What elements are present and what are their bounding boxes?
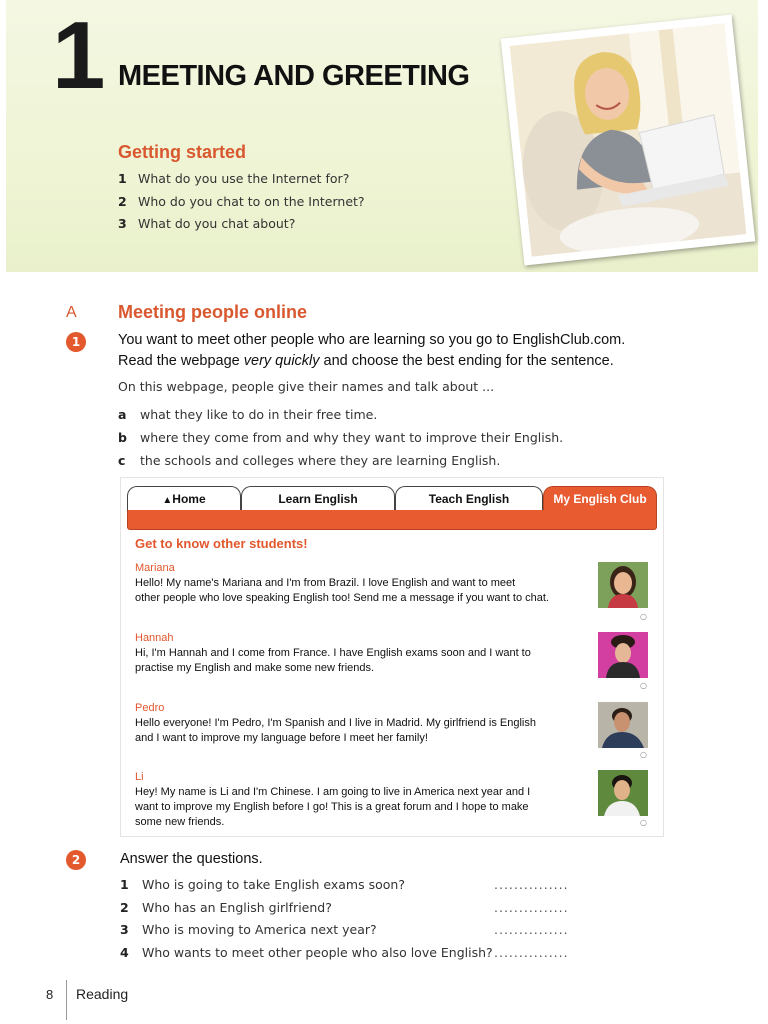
home-icon: ▲ [162, 495, 173, 506]
tab-home[interactable] [127, 486, 241, 510]
option-item[interactable] [118, 426, 563, 449]
status-icon: ○ [640, 681, 647, 690]
question-text: Who wants to meet other people who also love English? [142, 944, 493, 960]
section-letter: A [66, 304, 77, 321]
option-text: what they like to do in their free time. [140, 407, 378, 422]
option-text: the schools and colleges where they are learning English. [140, 453, 501, 468]
post-message [135, 716, 585, 746]
post-author[interactable]: Li [135, 771, 144, 783]
question-item [120, 874, 570, 897]
forum-post [135, 632, 585, 676]
exercise-1-lead: On this webpage, people give their names and talk about ... [118, 379, 495, 394]
tab-label: Learn English [278, 492, 358, 506]
post-line: Hello! My name's Mariana and I'm from Brazil. I love English and want to meet [135, 577, 516, 589]
answer-blank[interactable]: ............... [494, 877, 569, 892]
answer-blank[interactable]: ............... [494, 944, 569, 960]
item-number: 2 [118, 193, 127, 209]
exercise-2-badge: 2 [66, 850, 86, 870]
post-line: some new friends. [135, 816, 225, 828]
question-number: 3 [120, 922, 129, 937]
tab-label: Teach English [428, 492, 510, 506]
post-message [135, 785, 585, 830]
question-text: Who is going to take English exams soon? [142, 877, 405, 892]
post-line: other people who love speaking English too! Send me a message if you want to chat. [135, 592, 549, 604]
post-author[interactable]: Mariana [135, 562, 175, 574]
post-line: Hey! My name is Li and I'm Chinese. I am going to live in America next year and I [135, 786, 531, 798]
status-icon: ○ [640, 818, 647, 827]
post-line: practise my English and make some new friends. [135, 662, 375, 674]
mariana-avatar [598, 562, 648, 608]
forum-post [135, 702, 585, 746]
option-letter: c [118, 453, 126, 468]
question-number: 2 [120, 899, 129, 915]
item-number: 1 [118, 171, 127, 186]
item-text: What do you use the Internet for? [138, 171, 350, 186]
option-letter: b [118, 430, 127, 445]
post-author[interactable]: Hannah [135, 632, 174, 644]
list-item [118, 168, 365, 191]
avatar[interactable] [598, 562, 648, 608]
getting-started-list [118, 168, 365, 236]
tab-my-english-club[interactable] [543, 486, 657, 510]
avatar[interactable] [598, 632, 648, 678]
option-item[interactable] [118, 449, 563, 472]
status-icon: ○ [640, 750, 647, 759]
item-text: What do you chat about? [138, 216, 296, 231]
item-number: 3 [118, 216, 127, 231]
status-icon: ○ [640, 612, 647, 621]
question-item [120, 919, 570, 942]
woman-laptop-photo [501, 14, 756, 265]
instruction-line: You want to meet other people who are learning so you go to EnglishClub.com. [118, 332, 626, 348]
englishclub-webpage [120, 477, 664, 837]
post-line: and I want to improve my language before I meet her family! [135, 732, 428, 744]
exercise-1-badge: 1 [66, 332, 86, 352]
exercise-2-lead: Answer the questions. [120, 851, 263, 867]
section-title: Meeting people online [118, 302, 308, 322]
list-item [118, 213, 365, 236]
site-nav [127, 486, 657, 530]
pedro-avatar [598, 702, 648, 748]
post-line: Hi, I'm Hannah and I come from France. I have English exams soon and I want to [135, 647, 531, 659]
hannah-avatar [598, 632, 648, 678]
question-number: 4 [120, 944, 129, 960]
tab-teach-english[interactable] [395, 486, 543, 510]
question-item [120, 942, 570, 965]
instruction-text: and choose the best ending for the sentence. [319, 353, 614, 369]
site-heading: Get to know other students! [135, 536, 308, 551]
option-text: where they come from and why they want to improve their English. [140, 430, 564, 445]
tab-learn-english[interactable] [241, 486, 395, 510]
exercise-1-instruction [118, 330, 688, 372]
footer-divider [66, 980, 67, 1020]
avatar[interactable] [598, 702, 648, 748]
answer-blank[interactable]: ............... [494, 899, 569, 915]
item-text: Who do you chat to on the Internet? [138, 193, 365, 209]
question-item [120, 897, 570, 920]
page-number: 8 [46, 987, 54, 1002]
instruction-line [118, 351, 688, 372]
avatar[interactable] [598, 770, 648, 816]
post-message [135, 646, 585, 676]
li-avatar [598, 770, 648, 816]
woman-laptop-illustration [510, 23, 747, 256]
option-letter: a [118, 407, 127, 422]
list-item [118, 191, 365, 214]
tab-label: My English Club [553, 492, 647, 506]
tab-label: Home [172, 492, 206, 506]
unit-number: 1 [52, 2, 102, 109]
footer-section-label: Reading [76, 986, 129, 1002]
nav-bar [127, 510, 657, 530]
forum-post [135, 562, 585, 606]
unit-title: MEETING AND GREETING [118, 60, 470, 92]
exercise-1-options [118, 403, 563, 472]
post-line: want to improve my English before I go! This is a great forum and I hope to make [135, 801, 529, 813]
exercise-2-questions [120, 874, 570, 964]
answer-blank[interactable]: ............... [494, 922, 569, 937]
instruction-text: Read the webpage [118, 353, 244, 369]
post-author[interactable]: Pedro [135, 702, 165, 714]
getting-started-heading: Getting started [118, 142, 247, 162]
question-number: 1 [120, 877, 129, 892]
post-line: Hello everyone! I'm Pedro, I'm Spanish and I live in Madrid. My girlfriend is English [135, 717, 536, 729]
question-text: Who is moving to America next year? [142, 922, 377, 937]
forum-post [135, 771, 585, 830]
option-item[interactable] [118, 403, 563, 426]
post-message [135, 576, 585, 606]
instruction-emphasis: very quickly [243, 353, 320, 369]
question-text: Who has an English girlfriend? [142, 899, 332, 915]
